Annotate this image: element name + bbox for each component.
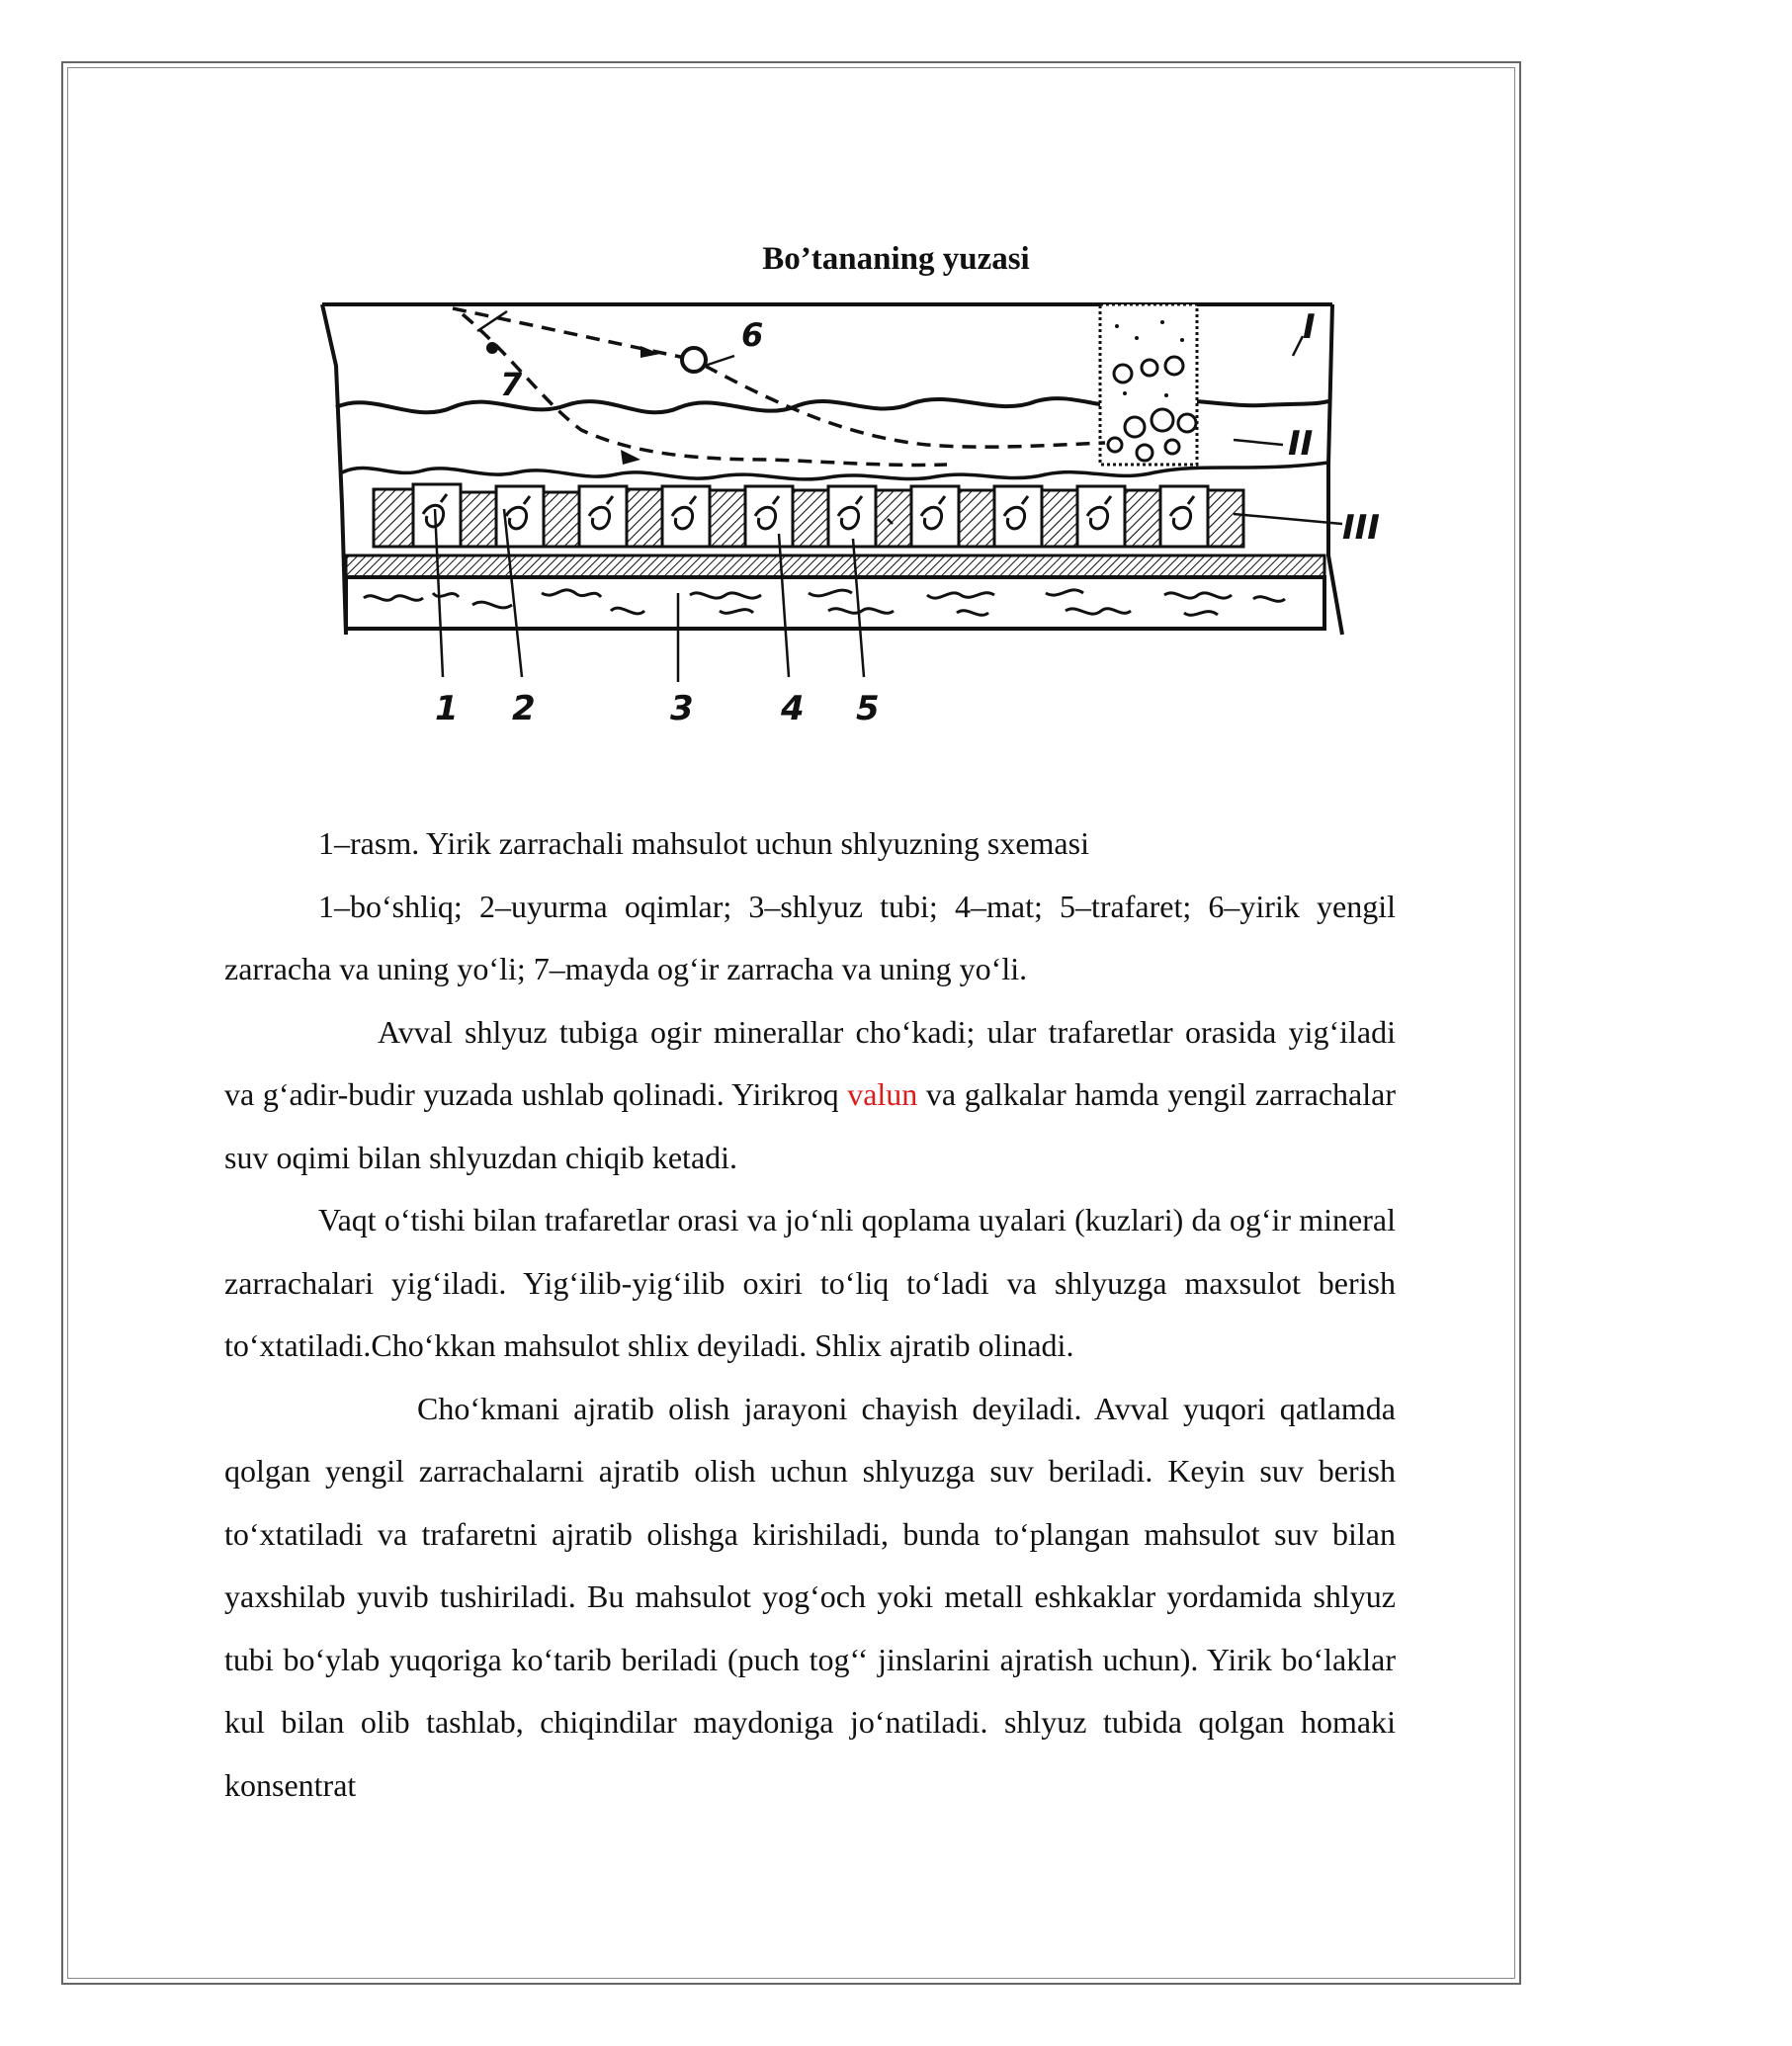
label-4: 4 (781, 689, 805, 728)
sluice-diagram (314, 297, 1380, 741)
paragraph-1-text-b: va galkalar hamda yengil zarrachalar suv oqimi bilan shlyuzdan chiqib ketadi. (224, 1076, 1397, 1175)
label-layer-1: I (1303, 307, 1316, 347)
sluice-bottom (346, 577, 1324, 629)
label-layer-2: II (1288, 424, 1314, 464)
highlighted-word: valun (847, 1076, 918, 1112)
small-heavy-particle (486, 342, 498, 354)
particle-paths (453, 308, 1105, 465)
large-light-particle (682, 348, 706, 372)
figure-caption-title: 1–rasm. Yirik zarrachali mahsulot uchun shlyuzning sxemasi (318, 825, 1089, 861)
paragraph-3: Cho‘kmani ajratib olish jarayoni chayish deyiladi. Avval yuqori qatlamda qolgan yengil zarrachalarni ajratib olish uchun shlyuzga suv beriladi. Keyin suv berish to‘xtatiladi va trafaretni ajratib olishga kirishiladi, bunda to‘plangan mahsulot suv bilan yaxshilab yuvib tushiriladi. Bu mahsulot yog‘och yoki metall eshkaklar yordamida shlyuz tubi bo‘ylab yuqoriga ko‘tarib beriladi (puch tog‘‘ jinslarini ajratish uchun). Yirik bo‘laklar kul bilan olib tashlab, chiqindilar maydoniga jo‘natiladi. shlyuz tubida qolgan homaki konsentrat (224, 1390, 1396, 1803)
paragraph-1-text-a: Avval shlyuz tubiga ogir minerallar cho‘kadi; ular trafaretlar orasida yig‘iladi va g‘adir-budir yuzada ushlab qolinadi. Yirikroq (224, 1013, 1396, 1112)
figure-caption-legend: 1–bo‘shliq; 2–uyurma oqimlar; 3–shlyuz tubi; 4–mat; 5–trafaret; 6–yirik yengil zarracha va uning yo‘li; 7–mayda og‘ir zarracha va uning yo‘li. (224, 888, 1396, 986)
paragraph-1 (224, 1001, 1396, 1190)
paragraph-2: Vaqt o‘tishi bilan trafaretlar orasi va jo‘nli qoplama uyalari (kuzlari) da og‘ir mineral zarrachalari yig‘iladi. Yig‘ilib-yig‘ilib oxiri to‘liq to‘ladi va shlyuzga maxsulot berish to‘xtatiladi.Cho‘kkan mahsulot shlix deyiladi. Shlix ajratib olinadi. (224, 1202, 1396, 1363)
label-path-6: 6 (741, 316, 764, 354)
label-5: 5 (856, 689, 880, 728)
figure-title: Bo’tananing yuzasi (762, 241, 1030, 277)
label-2: 2 (512, 689, 536, 728)
mat-strip (346, 555, 1324, 577)
body-text (224, 812, 1396, 1817)
label-1: 1 (435, 689, 459, 728)
label-3: 3 (670, 689, 694, 728)
label-layer-3: III (1342, 508, 1380, 548)
label-path-7: 7 (500, 366, 523, 403)
gravel-column (1100, 304, 1197, 465)
